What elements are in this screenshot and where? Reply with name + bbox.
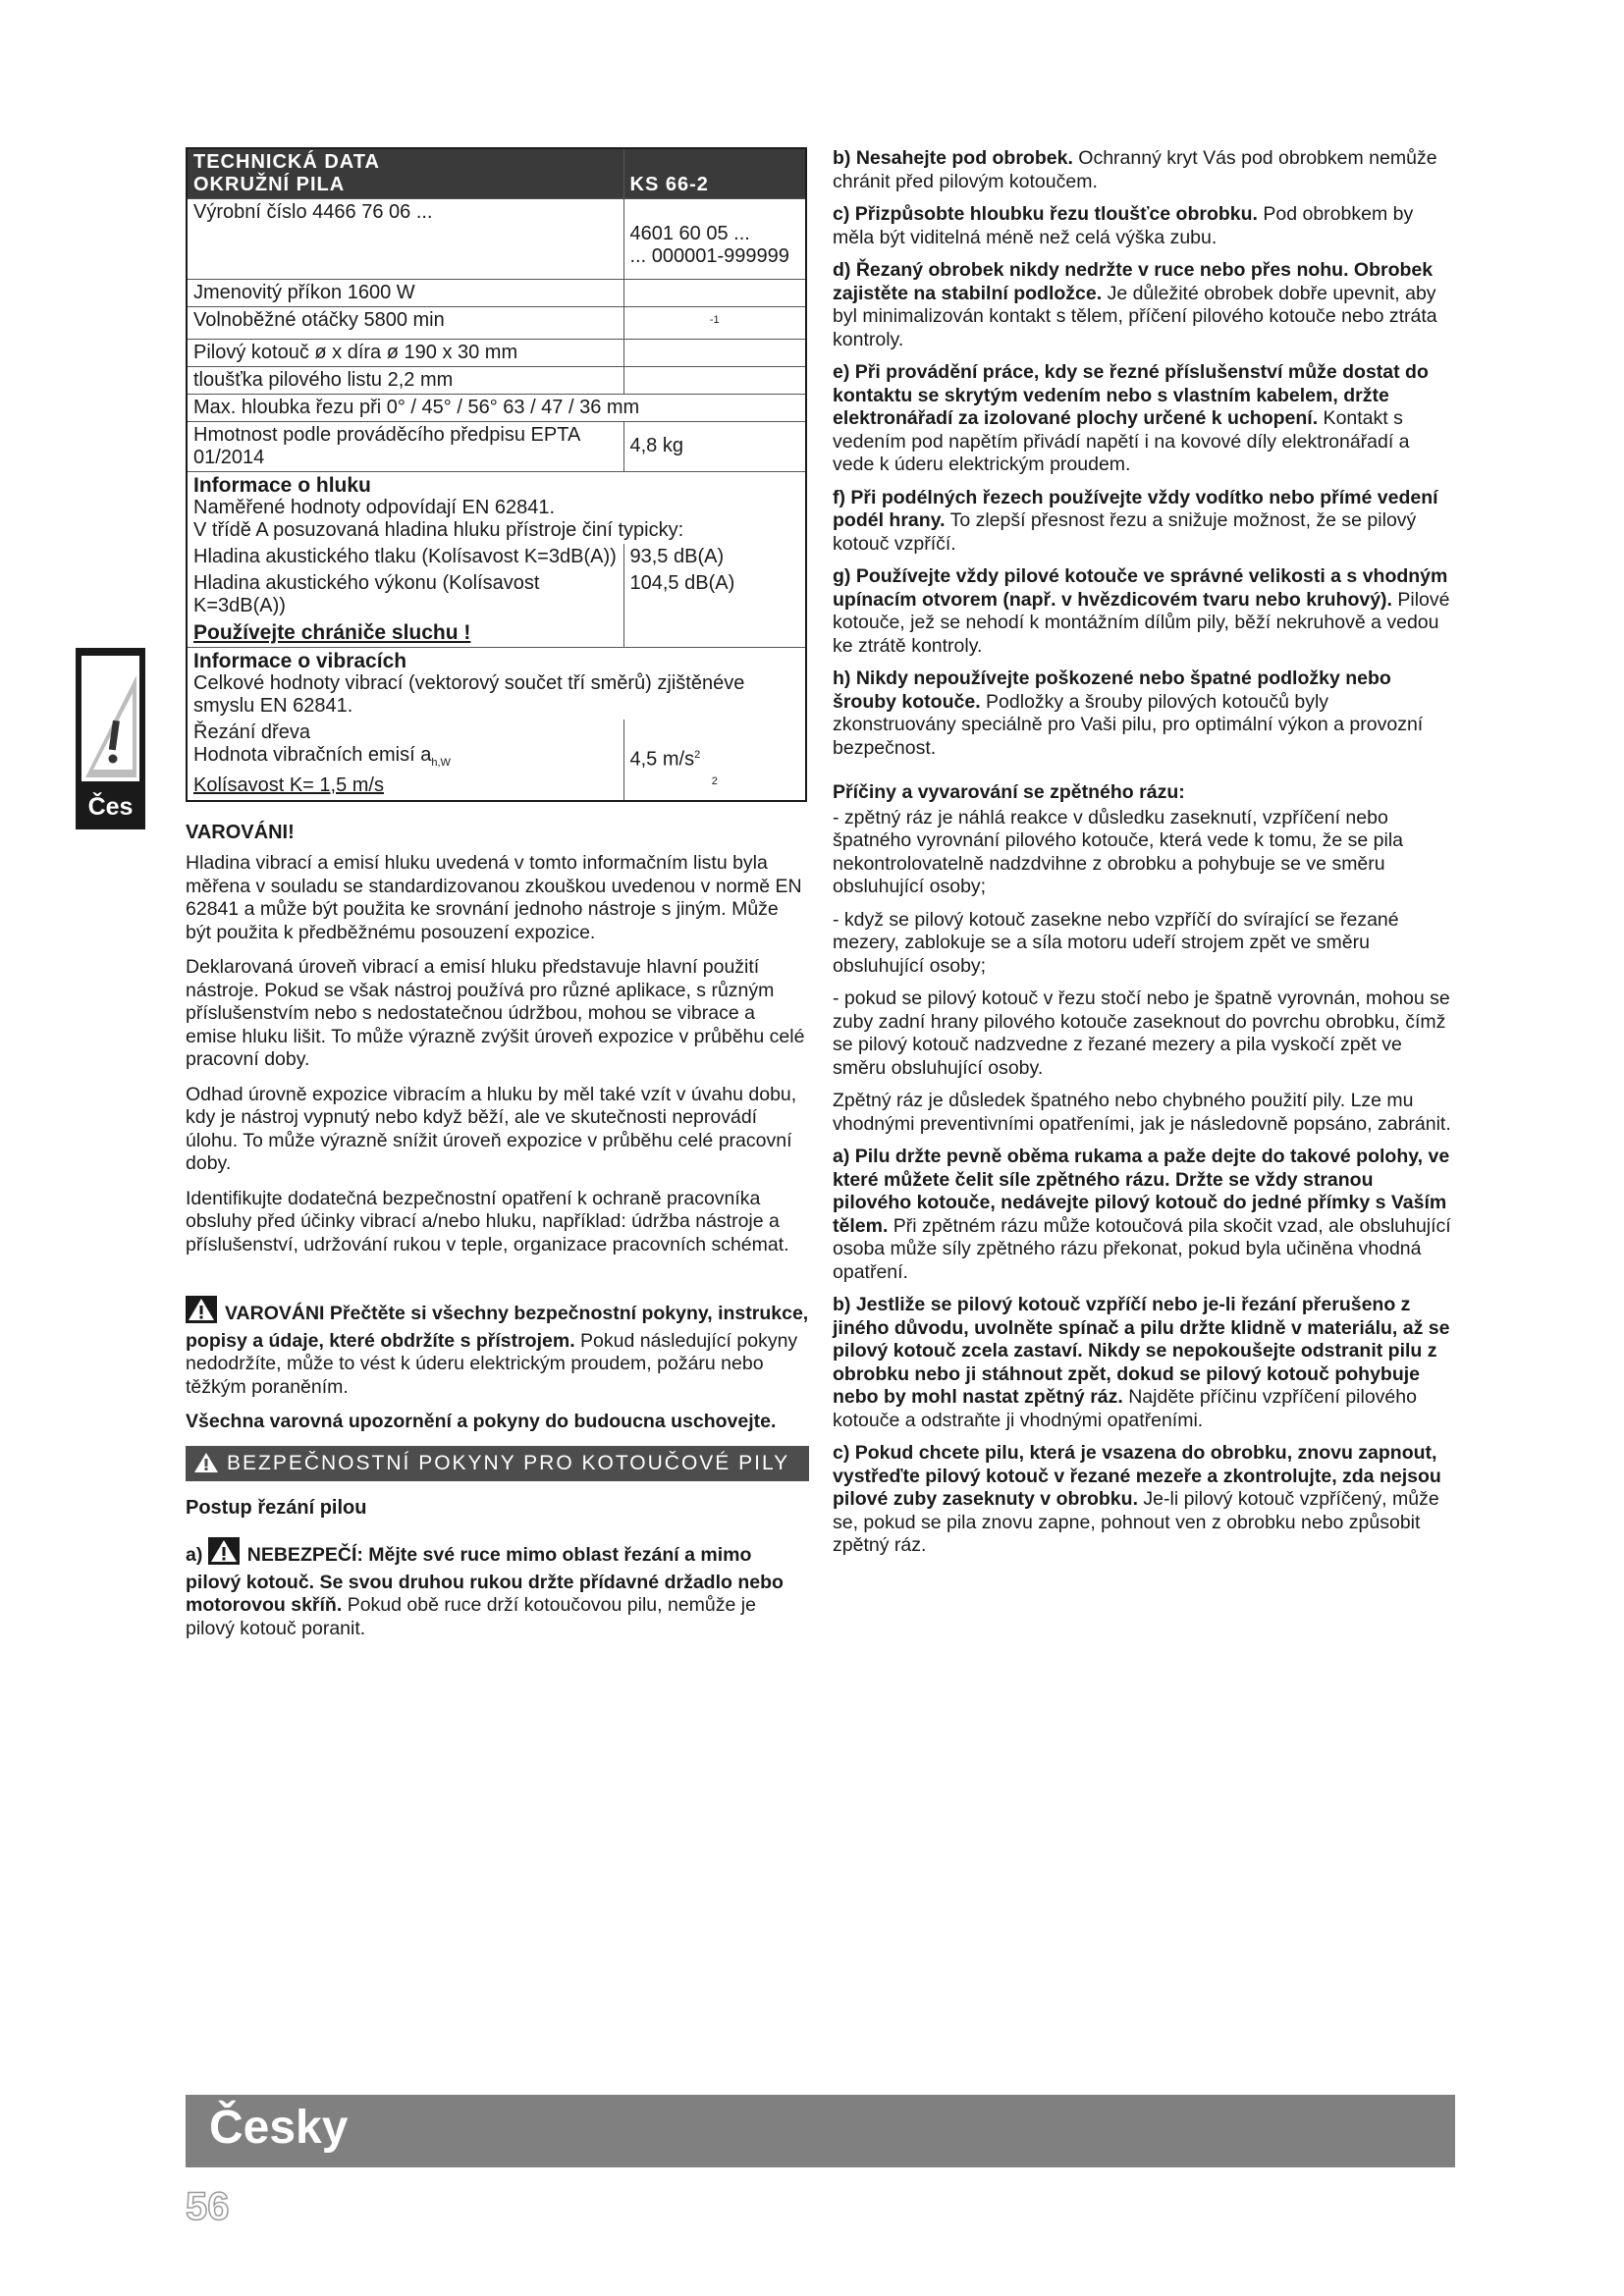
weight-value: 4,8 kg: [623, 421, 806, 471]
technical-data-table: [186, 147, 807, 802]
table-header-line1: TECHNICKÁ DATA: [193, 151, 380, 173]
paragraph: h) Nikdy nepoužívejte poškozené nebo špatné podložky nebo šrouby kotouče. Podložky a šrouby pilových kotoučů byly zkonstruovány speciálně pro Vaši pilu, pro optimální výkon a provozní bezpečnost.: [833, 667, 1424, 759]
paragraph: c) Přizpůsobte hloubku řezu tloušťce obrobku. Pod obrobkem by měla být viditelná méně než celá výška zubu.: [833, 203, 1414, 248]
paragraph: - když se pilový kotouč zasekne nebo vzpříčí do svírající se řezané mezery, zablokuje se a síla motoru udeří strojem zpět ve směru obsluhující osoby;: [833, 908, 1399, 977]
table-row: [187, 647, 806, 720]
table-row: [187, 339, 806, 366]
table-header-line2: OKRUŽNÍ PILA: [193, 174, 346, 195]
table-row: [187, 544, 806, 570]
footer-bar: [186, 2095, 1455, 2167]
speed-label: Volnoběžné otáčky 5800 min: [187, 307, 623, 340]
emission-subscript: h,W: [431, 756, 451, 769]
paragraph: a) Pilu držte pevně oběma rukama a paže dejte do takové polohy, ve které můžete čelit síle zpětného rázu. Držte se vždy stranou pilového kotouče, nedávejte pilový kotouč do jedné přímky s Vaším tělem. Při zpětném rázu může kotoučová pila skočit vzad, ale obsluhující osoba může síly zpětného rázu překonat, pokud byla učiněna vhodná opatření.: [833, 1146, 1451, 1283]
uncertainty-label: Kolísavost K= 1,5 m/s: [193, 774, 384, 796]
paragraph: Odhad úrovně expozice vibracím a hluku by měl také vzít v úvahu dobu, kdy je nástroj vypnutý nebo když běží, ale ve skutečnosti neprovádí úlohu. To může výrazně snížit úroveň expozice v průběhu celé pracovní doby.: [186, 1083, 797, 1175]
table-row: [187, 280, 806, 307]
language-side-tab: [76, 648, 145, 829]
keep-instructions: Všechna varovná upozornění a pokyny do budoucna uschovejte.: [186, 1411, 777, 1433]
footer-language-title: Česky: [209, 2102, 349, 2154]
emission-sup: 2: [694, 748, 701, 761]
vibration-text: Celkové hodnoty vibrací (vektorový součet tří směrů) zjištěnéve smyslu EN 62841.: [193, 671, 745, 717]
ear-protection-note: Používejte chrániče sluchu !: [193, 620, 471, 644]
table-row: [187, 570, 806, 619]
paragraph: g) Používejte vždy pilové kotouče ve správné velikosti a s vhodným upínacím otvorem (např. v hvězdicovém tvaru nebo kruhový). Pilové kotouče, jež se nehodí k montážním dílům pily, běží nekruhově a vedou ke ztrátě kontroly.: [833, 565, 1450, 657]
noise-section: [187, 471, 806, 544]
paragraph: Identifikujte dodatečná bezpečnostní opatření k ochraně pracovníka obsluhy před účinky vibrací a/nebo hluku, například: údržba nástroje a příslušenství, udržování rukou v teple, organizace pracovních schémat.: [186, 1187, 789, 1255]
weight-label: Hmotnost podle prováděcího předpisu EPTA 01/2014: [187, 421, 623, 471]
danger-item: a) NEBEZPEČÍ: Mějte své ruce mimo oblast řezání a mimo pilový kotouč. Se svou druhou rukou držte přídavné držadlo nebo motorovou skříň. Pokud obě ruce drží kotoučovou pilu, nemůže je pilový kotouč poranit.: [186, 1537, 809, 1640]
emission-label: Hodnota vibračních emisí $a_{h,W}$: [193, 743, 451, 769]
warning-triangle-icon: [186, 1296, 217, 1330]
paragraph: b) Jestliže se pilový kotouč vzpříčí nebo je-li řezání přerušeno z jiného důvodu, uvolněte spínač a pilu držte klidně v materiálu, až se pilový kotouč zcela zastaví. Nikdy se nepokoušejte odstranit pilu z obrobku nebo ji stáhnout zpět, dokud se pilový kotouč pohybuje nebo by mohl nastat zpětný ráz. Najděte příčinu vzpříčení pilového kotouče a odstraňte ji vhodnými opatřeními.: [833, 1294, 1450, 1431]
right-column: [833, 147, 1455, 1568]
left-text: [186, 822, 809, 1641]
model-cell: KS 66-2: [623, 148, 806, 199]
power-label: Jmenovitý příkon 1600 W: [187, 280, 623, 307]
paragraph: - zpětný ráz je náhlá reakce v důsledku zaseknutí, vzpříčení nebo špatného vyrovnání pilového kotouče, která vede k tomu, že se pila nekontrolovatelně nadzdvihne z obrobku a pohybuje se ve směru obsluhující osoby;: [833, 806, 1404, 897]
paragraph: e) Při provádění práce, kdy se řezné příslušenství může dostat do kontaktu se skrytým vedením nebo s vlastním kabelem, držte elektronářadí za izolované plochy určené k uchopení. Kontakt s vedením pod napětím přivádí napětí i na kovové díly elektronářadí a vede k úderu elektrickým proudem.: [833, 361, 1429, 475]
table-row: [187, 619, 806, 648]
table-row: [187, 199, 806, 280]
paragraph: Zpětný ráz je důsledek špatného nebo chybného použití pily. Lze mu vhodnými preventivními opatřeními, jak je následovně popsáno, zabránit.: [833, 1090, 1451, 1135]
table-header-row: [187, 148, 806, 199]
warning-triangle-icon: [193, 1452, 219, 1479]
pressure-label: Hladina akustického tlaku (Kolísavost K=3dB(A)): [187, 544, 623, 570]
production-no-value2: ... 000001-999999: [629, 245, 789, 267]
paragraph: Hladina vibrací a emisí hluku uvedená v tomto informačním listu byla měřena v souladu se standardizovanou zkouškou uvedenou v normě EN 62841 a může být použita ke srovnání jednoho nástroje s jiným. Může být použita k předběžnému posouzení expozice.: [186, 852, 802, 943]
table-row: [187, 307, 806, 340]
vibration-section: [187, 647, 806, 720]
noise-line1: Naměřené hodnoty odpovídají EN 62841.: [193, 496, 556, 518]
thickness-label: tloušťka pilového listu 2,2 mm: [187, 366, 623, 394]
emission-value: 4,5 $m/s^2$: [629, 748, 701, 771]
warning-triangle-icon: [81, 656, 139, 781]
wood-cutting-label: Řezání dřeva: [193, 721, 310, 743]
blade-label: Pilový kotouč ø x díra ø 190 x 30 mm: [187, 339, 623, 366]
side-tab-label: Čes: [87, 793, 134, 821]
table-row: [187, 720, 806, 801]
paragraph: c) Pokud chcete pilu, která je vsazena do obrobku, znovu zapnout, vystřeďte pilový kotouč v řezané mezeře a zkontrolujte, zda nejsou pilové zuby zaseknuty v obrobku. Je-li pilový kotouč vzpříčený, může se, pokud se pila znovu zapne, pohnout ven z obrobku nebo způsobit zpětný ráz.: [833, 1442, 1441, 1556]
noise-line2: V třídě A posuzovaná hladina hluku přístroje činí typicky:: [193, 518, 684, 541]
paragraph: d) Řezaný obrobek nikdy nedržte v ruce nebo přes nohu. Obrobek zajistěte na stabilní podložce. Je důležité obrobek dobře upevnit, aby byl minimalizován kontakt s tělem, příčení pilového kotouče nebo ztráta kontroly.: [833, 259, 1437, 350]
table-row: [187, 421, 806, 471]
paragraph: b) Nesahejte pod obrobek. Ochranný kryt Vás pod obrobkem nemůže chránit před pilovým kotoučem.: [833, 147, 1437, 192]
noise-title: Informace o hluku: [193, 473, 371, 497]
paragraph: - pokud se pilový kotouč v řezu stočí nebo je špatně vyrovnán, mohou se zuby zadní hrany pilového kotouče zaseknout do povrchu obrobku, čímž se pilový kotouč nadzvedne z řezané mezery a pila vyskočí zpět ve směru obsluhující osoby.: [833, 988, 1450, 1079]
production-no-value: [623, 199, 806, 280]
paragraph: f) Při podélných řezech používejte vždy vodítko nebo přímé vedení podél hrany. To zlepší přesnost řezu a snižuje možnost, že se pilový kotouč vzpříčí.: [833, 486, 1438, 555]
warning-heading: VAROVÁNI!: [186, 821, 295, 843]
general-warning: VAROVÁNI Přečtěte si všechny bezpečnostní pokyny, instrukce, popisy a údaje, které obdržíte s přístrojem. Pokud následující pokyny nedodržíte, může to vést k úderu elektrickým proudem, požáru nebo těžkým poraněním.: [186, 1296, 809, 1399]
table-row: [187, 366, 806, 394]
paragraph: Deklarovaná úroveň vibrací a emisí hluku představuje hlavní použití nástroje. Pokud se však nástroj používá pro různé aplikace, s různým příslušenstvím nebo s nedostatečnou údržbou, mohou se vibrace a emise hluku lišit. To může výrazně zvýšit úroveň expozice v průběhu celé pracovní doby.: [186, 956, 805, 1071]
depth-label: Max. hloubka řezu při 0° / 45° / 56° 63 / 47 / 36 mm: [187, 394, 806, 421]
production-no-value1: 4601 60 05 ...: [629, 223, 750, 244]
power-level-value: 104,5 dB(A): [623, 570, 806, 619]
speed-unit: -1: [709, 314, 720, 326]
pressure-value: 93,5 dB(A): [623, 544, 806, 570]
table-row: [187, 471, 806, 544]
uncertainty-sup: 2: [711, 775, 718, 788]
power-level-label: Hladina akustického výkonu (Kolísavost K=3dB(A)): [187, 570, 623, 619]
page-number: 56: [186, 2185, 230, 2228]
kickback-heading: Příčiny a vyvarování se zpětného rázu:: [833, 781, 1185, 803]
warning-triangle-icon: [208, 1537, 240, 1572]
procedure-heading: Postup řezání pilou: [186, 1496, 367, 1519]
section-bar: BEZPEČNOSTNÍ POKYNY PRO KOTOUČOVÉ PILY: [186, 1446, 809, 1481]
production-no-label: Výrobní číslo 4466 76 06 ...: [187, 199, 623, 280]
vibration-title: Informace o vibracích: [193, 649, 407, 672]
table-row: [187, 394, 806, 421]
left-column: [186, 147, 809, 1652]
